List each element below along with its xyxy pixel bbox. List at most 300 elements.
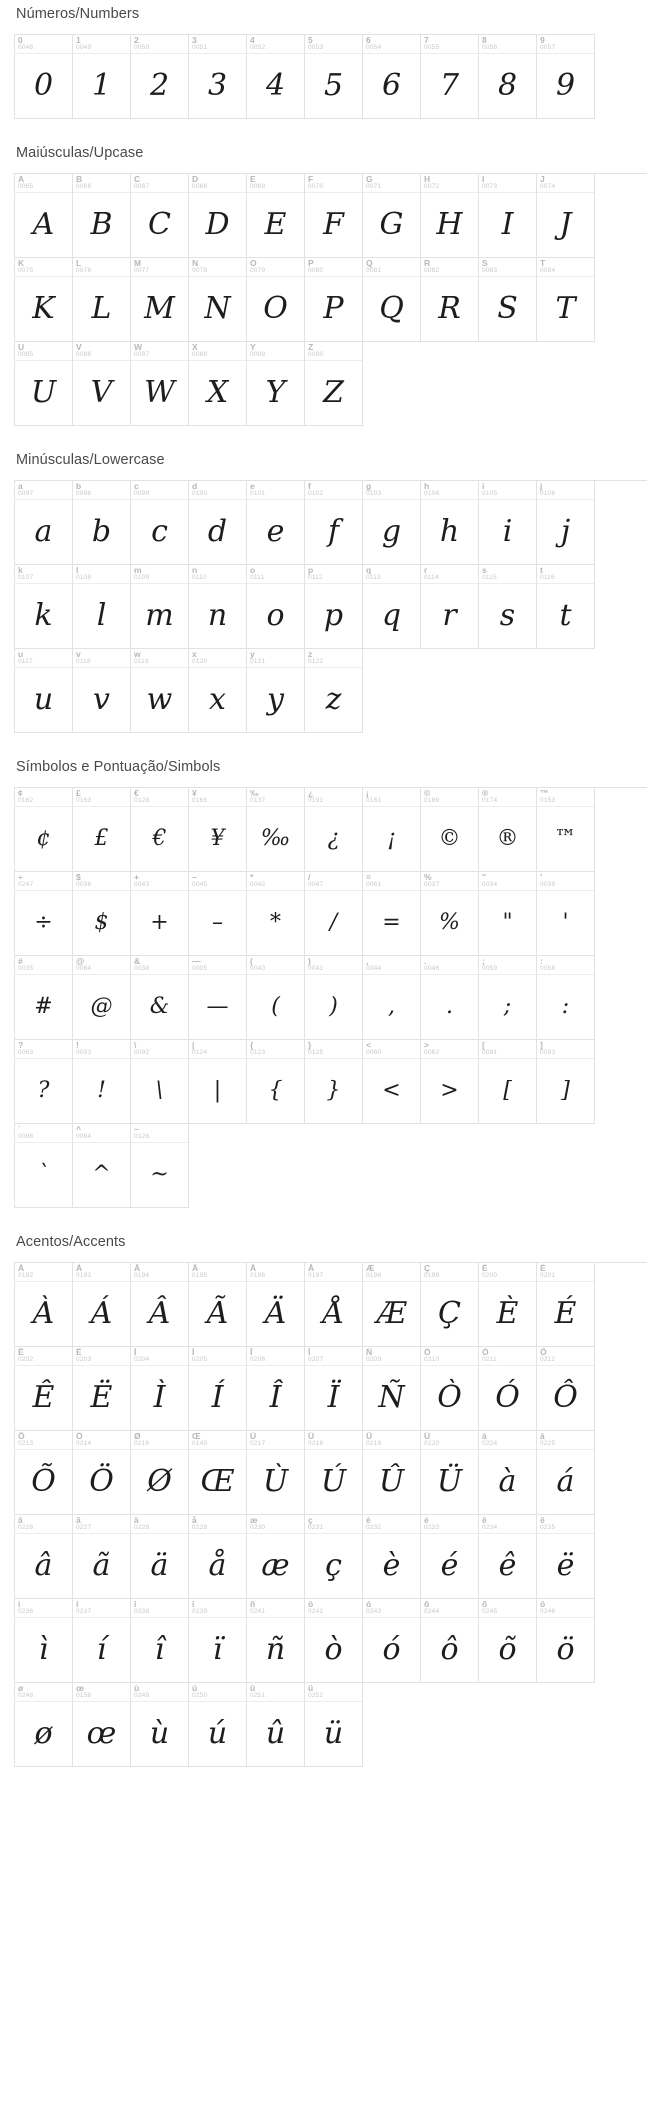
- glyph-cell[interactable]: [15, 35, 73, 119]
- glyph-cell[interactable]: [247, 788, 305, 872]
- glyph-header: [247, 342, 304, 361]
- glyph-character-label: $: [76, 873, 81, 882]
- glyph-cell[interactable]: [247, 342, 305, 426]
- glyph-cell[interactable]: [305, 1347, 363, 1431]
- glyph-header: [537, 481, 594, 500]
- glyph-cell[interactable]: [131, 1040, 189, 1124]
- glyph-cell[interactable]: [15, 1515, 73, 1599]
- glyph-header: [305, 481, 362, 500]
- glyph-cell[interactable]: [363, 1515, 421, 1599]
- glyph-character-label: Â: [134, 1264, 141, 1273]
- glyph-preview: 1: [91, 68, 112, 103]
- glyph-unicode-label: 0092: [134, 1049, 150, 1056]
- glyph-cell[interactable]: [247, 35, 305, 119]
- glyph-preview: q: [381, 598, 402, 633]
- glyph-unicode-label: 0163: [76, 797, 92, 804]
- glyph-cell[interactable]: [247, 1683, 305, 1767]
- glyph-cell[interactable]: [189, 1431, 247, 1515]
- glyph-cell[interactable]: [73, 1431, 131, 1515]
- glyph-cell[interactable]: [363, 565, 421, 649]
- glyph-cell[interactable]: [15, 956, 73, 1040]
- glyph-cell[interactable]: [247, 1040, 305, 1124]
- glyph-preview: é: [440, 1548, 459, 1583]
- glyph-cell[interactable]: [15, 649, 73, 733]
- glyph-cell[interactable]: [189, 649, 247, 733]
- glyph-cell[interactable]: [15, 481, 73, 565]
- glyph-cell[interactable]: [479, 1263, 537, 1347]
- glyph-header: [15, 649, 72, 668]
- glyph-cell[interactable]: [73, 649, 131, 733]
- glyph-header: [15, 1431, 72, 1450]
- glyph-character-label: É: [540, 1264, 546, 1273]
- glyph-preview: %: [439, 910, 460, 935]
- glyph-cell[interactable]: [421, 1263, 479, 1347]
- glyph-cell[interactable]: [131, 1431, 189, 1515]
- glyph-cell[interactable]: [421, 1515, 479, 1599]
- glyph-unicode-label: 0209: [366, 1356, 382, 1363]
- glyph-cell[interactable]: [189, 1515, 247, 1599]
- glyph-cell[interactable]: [421, 1347, 479, 1431]
- glyph-character-label: c: [134, 482, 139, 491]
- glyph-header: [479, 872, 536, 891]
- glyph-cell[interactable]: [421, 1431, 479, 1515]
- glyph-unicode-label: 0116: [540, 574, 555, 581]
- glyph-unicode-label: 0070: [308, 183, 324, 190]
- glyph-preview: W: [144, 375, 175, 410]
- glyph-preview: t: [559, 598, 572, 633]
- glyph-header: [15, 1347, 72, 1366]
- glyph-cell[interactable]: [15, 1431, 73, 1515]
- glyph-unicode-label: 0195: [192, 1272, 208, 1279]
- glyph-unicode-label: 0068: [192, 183, 208, 190]
- glyph-cell[interactable]: [363, 872, 421, 956]
- glyph-cell[interactable]: [363, 481, 421, 565]
- glyph-cell[interactable]: [537, 788, 595, 872]
- glyph-character-label: h: [424, 482, 430, 491]
- glyph-cell[interactable]: [305, 481, 363, 565]
- glyph-unicode-label: 0054: [366, 44, 382, 51]
- glyph-cell[interactable]: [421, 1599, 479, 1683]
- glyph-unicode-label: 0225: [540, 1440, 556, 1447]
- glyph-cell[interactable]: [15, 1347, 73, 1431]
- glyph-cell[interactable]: [131, 1683, 189, 1767]
- glyph-cell[interactable]: [537, 1599, 595, 1683]
- glyph-cell[interactable]: [305, 342, 363, 426]
- glyph-header: [537, 258, 594, 277]
- glyph-header: [421, 1040, 478, 1059]
- glyph-unicode-label: 0216: [134, 1440, 150, 1447]
- glyph-cell[interactable]: [421, 565, 479, 649]
- glyph-cell[interactable]: [479, 1515, 537, 1599]
- glyph-unicode-label: 0041: [308, 965, 324, 972]
- glyph-cell[interactable]: [421, 481, 479, 565]
- glyph-cell[interactable]: [73, 956, 131, 1040]
- glyph-cell[interactable]: [305, 1515, 363, 1599]
- glyph-cell[interactable]: [537, 481, 595, 565]
- glyph-preview: C: [148, 207, 171, 242]
- glyph-cell[interactable]: [189, 342, 247, 426]
- glyph-unicode-label: 0226: [18, 1524, 34, 1531]
- glyph-unicode-label: 0044: [366, 965, 382, 972]
- glyph-cell[interactable]: [15, 174, 73, 258]
- glyph-character-label: ï: [192, 1600, 195, 1609]
- glyph-cell[interactable]: [15, 1683, 73, 1767]
- glyph-cell[interactable]: [15, 1040, 73, 1124]
- glyph-preview: |: [213, 1078, 222, 1103]
- glyph-header: [73, 258, 130, 277]
- glyph-cell[interactable]: [15, 258, 73, 342]
- glyph-cell[interactable]: [131, 1515, 189, 1599]
- glyph-cell[interactable]: [189, 174, 247, 258]
- glyph-cell[interactable]: [479, 1040, 537, 1124]
- glyph-cell[interactable]: [537, 565, 595, 649]
- glyph-cell[interactable]: [73, 258, 131, 342]
- glyph-cell[interactable]: [537, 1040, 595, 1124]
- glyph-cell[interactable]: [363, 174, 421, 258]
- glyph-cell[interactable]: [305, 565, 363, 649]
- glyph-unicode-label: 0057: [540, 44, 556, 51]
- glyph-preview: ): [329, 994, 338, 1019]
- glyph-grid: [14, 34, 595, 119]
- glyph-character-label: R: [424, 259, 431, 268]
- glyph-cell[interactable]: [479, 788, 537, 872]
- glyph-header: [305, 956, 362, 975]
- glyph-cell[interactable]: [15, 1599, 73, 1683]
- glyph-cell[interactable]: [131, 565, 189, 649]
- glyph-header: [73, 174, 130, 193]
- glyph-preview: ú: [207, 1716, 228, 1751]
- glyph-preview: å: [208, 1548, 227, 1583]
- glyph-unicode-label: 0237: [76, 1608, 92, 1615]
- glyph-cell[interactable]: [247, 1599, 305, 1683]
- glyph-preview: ù: [149, 1716, 170, 1751]
- glyph-character-label: E: [250, 175, 256, 184]
- glyph-cell[interactable]: [131, 258, 189, 342]
- glyph-unicode-label: 0213: [18, 1440, 34, 1447]
- glyph-cell[interactable]: [537, 1347, 595, 1431]
- glyph-character-label: r: [424, 566, 428, 575]
- glyph-preview: H: [436, 207, 463, 242]
- glyph-character-label: 6: [366, 36, 371, 45]
- glyph-header: [131, 956, 188, 975]
- glyph-unicode-label: 0125: [308, 1049, 324, 1056]
- glyph-character-label: 1: [76, 36, 81, 45]
- glyph-cell[interactable]: [15, 565, 73, 649]
- glyph-cell[interactable]: [421, 956, 479, 1040]
- glyph-unicode-label: 0242: [308, 1608, 324, 1615]
- glyph-cell[interactable]: [537, 1431, 595, 1515]
- glyph-cell[interactable]: [537, 174, 595, 258]
- glyph-cell[interactable]: [421, 35, 479, 119]
- glyph-cell[interactable]: [479, 1431, 537, 1515]
- glyph-cell[interactable]: [479, 872, 537, 956]
- glyph-preview: ä: [150, 1548, 169, 1583]
- glyph-character-label: k: [18, 566, 23, 575]
- glyph-header: [247, 1263, 304, 1282]
- glyph-preview: a: [34, 514, 53, 549]
- glyph-unicode-label: 0103: [366, 490, 382, 497]
- glyph-cell[interactable]: [131, 1263, 189, 1347]
- glyph-cell[interactable]: [131, 1347, 189, 1431]
- glyph-cell[interactable]: [479, 258, 537, 342]
- glyph-header: [421, 565, 478, 584]
- glyph-unicode-label: 0098: [76, 490, 92, 497]
- glyph-cell[interactable]: [305, 258, 363, 342]
- glyph-character-label: \: [134, 1041, 137, 1050]
- glyph-unicode-label: 0067: [134, 183, 150, 190]
- glyph-character-label: ‰: [250, 789, 259, 798]
- glyph-cell[interactable]: [131, 872, 189, 956]
- glyph-header: [189, 788, 246, 807]
- glyph-cell[interactable]: [537, 35, 595, 119]
- glyph-header: [189, 1347, 246, 1366]
- glyph-cell[interactable]: [247, 1431, 305, 1515]
- glyph-cell[interactable]: [189, 1040, 247, 1124]
- glyph-cell[interactable]: [479, 35, 537, 119]
- glyph-character-label: ÷: [18, 873, 23, 882]
- glyph-unicode-label: 0039: [540, 881, 556, 888]
- glyph-preview: b: [91, 514, 112, 549]
- glyph-cell[interactable]: [131, 1599, 189, 1683]
- glyph-preview: Ë: [90, 1380, 113, 1415]
- glyph-header: [479, 1040, 536, 1059]
- glyph-header: [421, 481, 478, 500]
- glyph-preview: 0: [33, 68, 54, 103]
- glyph-cell[interactable]: [479, 481, 537, 565]
- glyph-cell[interactable]: [305, 788, 363, 872]
- glyph-cell[interactable]: [537, 1263, 595, 1347]
- glyph-cell[interactable]: [305, 1599, 363, 1683]
- glyph-unicode-label: 0112: [308, 574, 323, 581]
- glyph-character-label: ™: [540, 789, 549, 798]
- glyph-cell[interactable]: [479, 174, 537, 258]
- glyph-cell[interactable]: [189, 1599, 247, 1683]
- glyph-character-label: Ì: [134, 1348, 137, 1357]
- glyph-unicode-label: 0088: [192, 351, 208, 358]
- glyph-cell[interactable]: [363, 788, 421, 872]
- glyph-cell[interactable]: [131, 1124, 189, 1208]
- glyph-cell[interactable]: [305, 1683, 363, 1767]
- glyph-cell[interactable]: [421, 1040, 479, 1124]
- glyph-header: [305, 258, 362, 277]
- glyph-header: [479, 481, 536, 500]
- glyph-unicode-label: 0089: [250, 351, 266, 358]
- glyph-cell[interactable]: [73, 1040, 131, 1124]
- glyph-cell[interactable]: [73, 1124, 131, 1208]
- glyph-header: [131, 872, 188, 891]
- glyph-unicode-label: 0234: [482, 1524, 498, 1531]
- glyph-cell[interactable]: [131, 35, 189, 119]
- glyph-cell[interactable]: [189, 788, 247, 872]
- glyph-unicode-label: 0202: [18, 1356, 34, 1363]
- glyph-cell[interactable]: [131, 174, 189, 258]
- section-title: Maiúsculas/Upcase: [16, 145, 144, 161]
- glyph-cell[interactable]: [73, 1515, 131, 1599]
- glyph-cell[interactable]: [421, 872, 479, 956]
- glyph-character-label: ¢: [18, 789, 23, 798]
- glyph-cell[interactable]: [479, 1347, 537, 1431]
- glyph-unicode-label: 0128: [134, 797, 150, 804]
- glyph-header: [537, 1515, 594, 1534]
- glyph-character-label: €: [134, 789, 139, 798]
- glyph-preview: Å: [322, 1296, 345, 1331]
- glyph-cell[interactable]: [189, 481, 247, 565]
- glyph-cell[interactable]: [189, 565, 247, 649]
- glyph-character-label: 5: [308, 36, 313, 45]
- glyph-cell[interactable]: [363, 35, 421, 119]
- glyph-header: [479, 565, 536, 584]
- glyph-cell[interactable]: [421, 174, 479, 258]
- glyph-unicode-label: 0219: [366, 1440, 382, 1447]
- glyph-cell[interactable]: [247, 1347, 305, 1431]
- glyph-cell[interactable]: [15, 1124, 73, 1208]
- glyph-unicode-label: 0162: [18, 797, 34, 804]
- glyph-cell[interactable]: [73, 174, 131, 258]
- glyph-cell[interactable]: [73, 35, 131, 119]
- glyph-grid: [14, 480, 647, 733]
- glyph-cell[interactable]: [73, 481, 131, 565]
- glyph-unicode-label: 0118: [76, 658, 91, 665]
- glyph-cell[interactable]: [15, 342, 73, 426]
- glyph-cell[interactable]: [363, 1431, 421, 1515]
- glyph-header: [479, 1431, 536, 1450]
- glyph-cell[interactable]: [131, 649, 189, 733]
- glyph-character-label: â: [18, 1516, 23, 1525]
- glyph-cell[interactable]: [73, 788, 131, 872]
- glyph-cell[interactable]: [73, 565, 131, 649]
- glyph-cell[interactable]: [363, 258, 421, 342]
- glyph-cell[interactable]: [247, 1515, 305, 1599]
- glyph-cell[interactable]: [305, 1263, 363, 1347]
- glyph-preview: I: [501, 207, 514, 242]
- glyph-preview: ©: [438, 826, 461, 851]
- glyph-cell[interactable]: [189, 1263, 247, 1347]
- glyph-cell[interactable]: [189, 1683, 247, 1767]
- glyph-cell[interactable]: [73, 872, 131, 956]
- glyph-header: [537, 872, 594, 891]
- glyph-unicode-label: 0090: [308, 351, 324, 358]
- glyph-cell[interactable]: [247, 649, 305, 733]
- glyph-cell[interactable]: [479, 956, 537, 1040]
- glyph-cell[interactable]: [363, 956, 421, 1040]
- glyph-cell[interactable]: [363, 1263, 421, 1347]
- glyph-character-label: ¿: [308, 789, 314, 798]
- glyph-preview: r: [442, 598, 457, 633]
- glyph-header: [73, 1124, 130, 1143]
- glyph-unicode-label: 0115: [482, 574, 497, 581]
- glyph-cell[interactable]: [247, 872, 305, 956]
- glyph-preview: T: [555, 291, 576, 326]
- glyph-cell[interactable]: [73, 1263, 131, 1347]
- glyph-cell[interactable]: [421, 258, 479, 342]
- glyph-cell[interactable]: [247, 481, 305, 565]
- glyph-cell[interactable]: [131, 481, 189, 565]
- glyph-cell[interactable]: [131, 956, 189, 1040]
- glyph-cell[interactable]: [537, 258, 595, 342]
- glyph-cell[interactable]: [189, 1347, 247, 1431]
- glyph-character-label: C: [134, 175, 141, 184]
- section-title: Minúsculas/Lowercase: [16, 452, 165, 468]
- glyph-cell[interactable]: [305, 1040, 363, 1124]
- glyph-character-label: ¡: [366, 789, 369, 798]
- glyph-cell[interactable]: [247, 1263, 305, 1347]
- glyph-cell[interactable]: [189, 258, 247, 342]
- glyph-unicode-label: 0233: [424, 1524, 440, 1531]
- glyph-cell[interactable]: [305, 872, 363, 956]
- glyph-preview: ¡: [387, 826, 396, 851]
- glyph-header: [131, 1683, 188, 1702]
- glyph-cell[interactable]: [189, 35, 247, 119]
- glyph-unicode-label: 0091: [482, 1049, 498, 1056]
- glyph-character-label: Õ: [18, 1432, 25, 1441]
- glyph-cell[interactable]: [73, 1347, 131, 1431]
- glyph-cell[interactable]: [247, 174, 305, 258]
- glyph-character-label: 9: [540, 36, 545, 45]
- glyph-cell[interactable]: [305, 35, 363, 119]
- glyph-cell[interactable]: [247, 956, 305, 1040]
- glyph-cell[interactable]: [73, 1683, 131, 1767]
- glyph-header: [363, 1515, 420, 1534]
- glyph-cell[interactable]: [131, 788, 189, 872]
- glyph-unicode-label: 0109: [134, 574, 150, 581]
- glyph-cell[interactable]: [247, 565, 305, 649]
- glyph-preview: Ñ: [378, 1380, 405, 1415]
- glyph-unicode-label: 0037: [424, 881, 440, 888]
- glyph-cell[interactable]: [131, 342, 189, 426]
- glyph-preview: Z: [323, 375, 344, 410]
- glyph-header: [15, 788, 72, 807]
- glyph-character-label: ñ: [250, 1600, 256, 1609]
- glyph-character-label: e: [250, 482, 255, 491]
- glyph-cell[interactable]: [363, 1599, 421, 1683]
- glyph-cell[interactable]: [305, 649, 363, 733]
- glyph-header: [421, 788, 478, 807]
- glyph-cell[interactable]: [305, 174, 363, 258]
- glyph-preview: –: [212, 910, 223, 935]
- glyph-cell[interactable]: [15, 788, 73, 872]
- glyph-unicode-label: 0169: [424, 797, 440, 804]
- glyph-cell[interactable]: [421, 788, 479, 872]
- glyph-cell[interactable]: [363, 1347, 421, 1431]
- glyph-cell[interactable]: [247, 258, 305, 342]
- glyph-cell[interactable]: [363, 1040, 421, 1124]
- glyph-character-label: 0: [18, 36, 23, 45]
- glyph-header: [363, 1599, 420, 1618]
- glyph-cell[interactable]: [189, 872, 247, 956]
- glyph-header: [73, 649, 130, 668]
- glyph-cell[interactable]: [73, 1599, 131, 1683]
- glyph-cell[interactable]: [73, 342, 131, 426]
- glyph-cell[interactable]: [537, 956, 595, 1040]
- glyph-section: [14, 759, 647, 1208]
- glyph-cell[interactable]: [189, 956, 247, 1040]
- glyph-header: [421, 258, 478, 277]
- glyph-cell[interactable]: [479, 565, 537, 649]
- glyph-character-label: Ë: [76, 1348, 82, 1357]
- glyph-cell[interactable]: [15, 872, 73, 956]
- glyph-cell[interactable]: [305, 1431, 363, 1515]
- glyph-unicode-label: 0251: [250, 1692, 266, 1699]
- glyph-cell[interactable]: [15, 1263, 73, 1347]
- glyph-preview: n: [207, 598, 228, 633]
- glyph-cell[interactable]: [305, 956, 363, 1040]
- glyph-cell[interactable]: [537, 1515, 595, 1599]
- glyph-header: [305, 565, 362, 584]
- glyph-preview: D: [205, 207, 230, 242]
- glyph-cell[interactable]: [479, 1599, 537, 1683]
- glyph-preview: œ: [86, 1716, 117, 1751]
- glyph-cell[interactable]: [537, 872, 595, 956]
